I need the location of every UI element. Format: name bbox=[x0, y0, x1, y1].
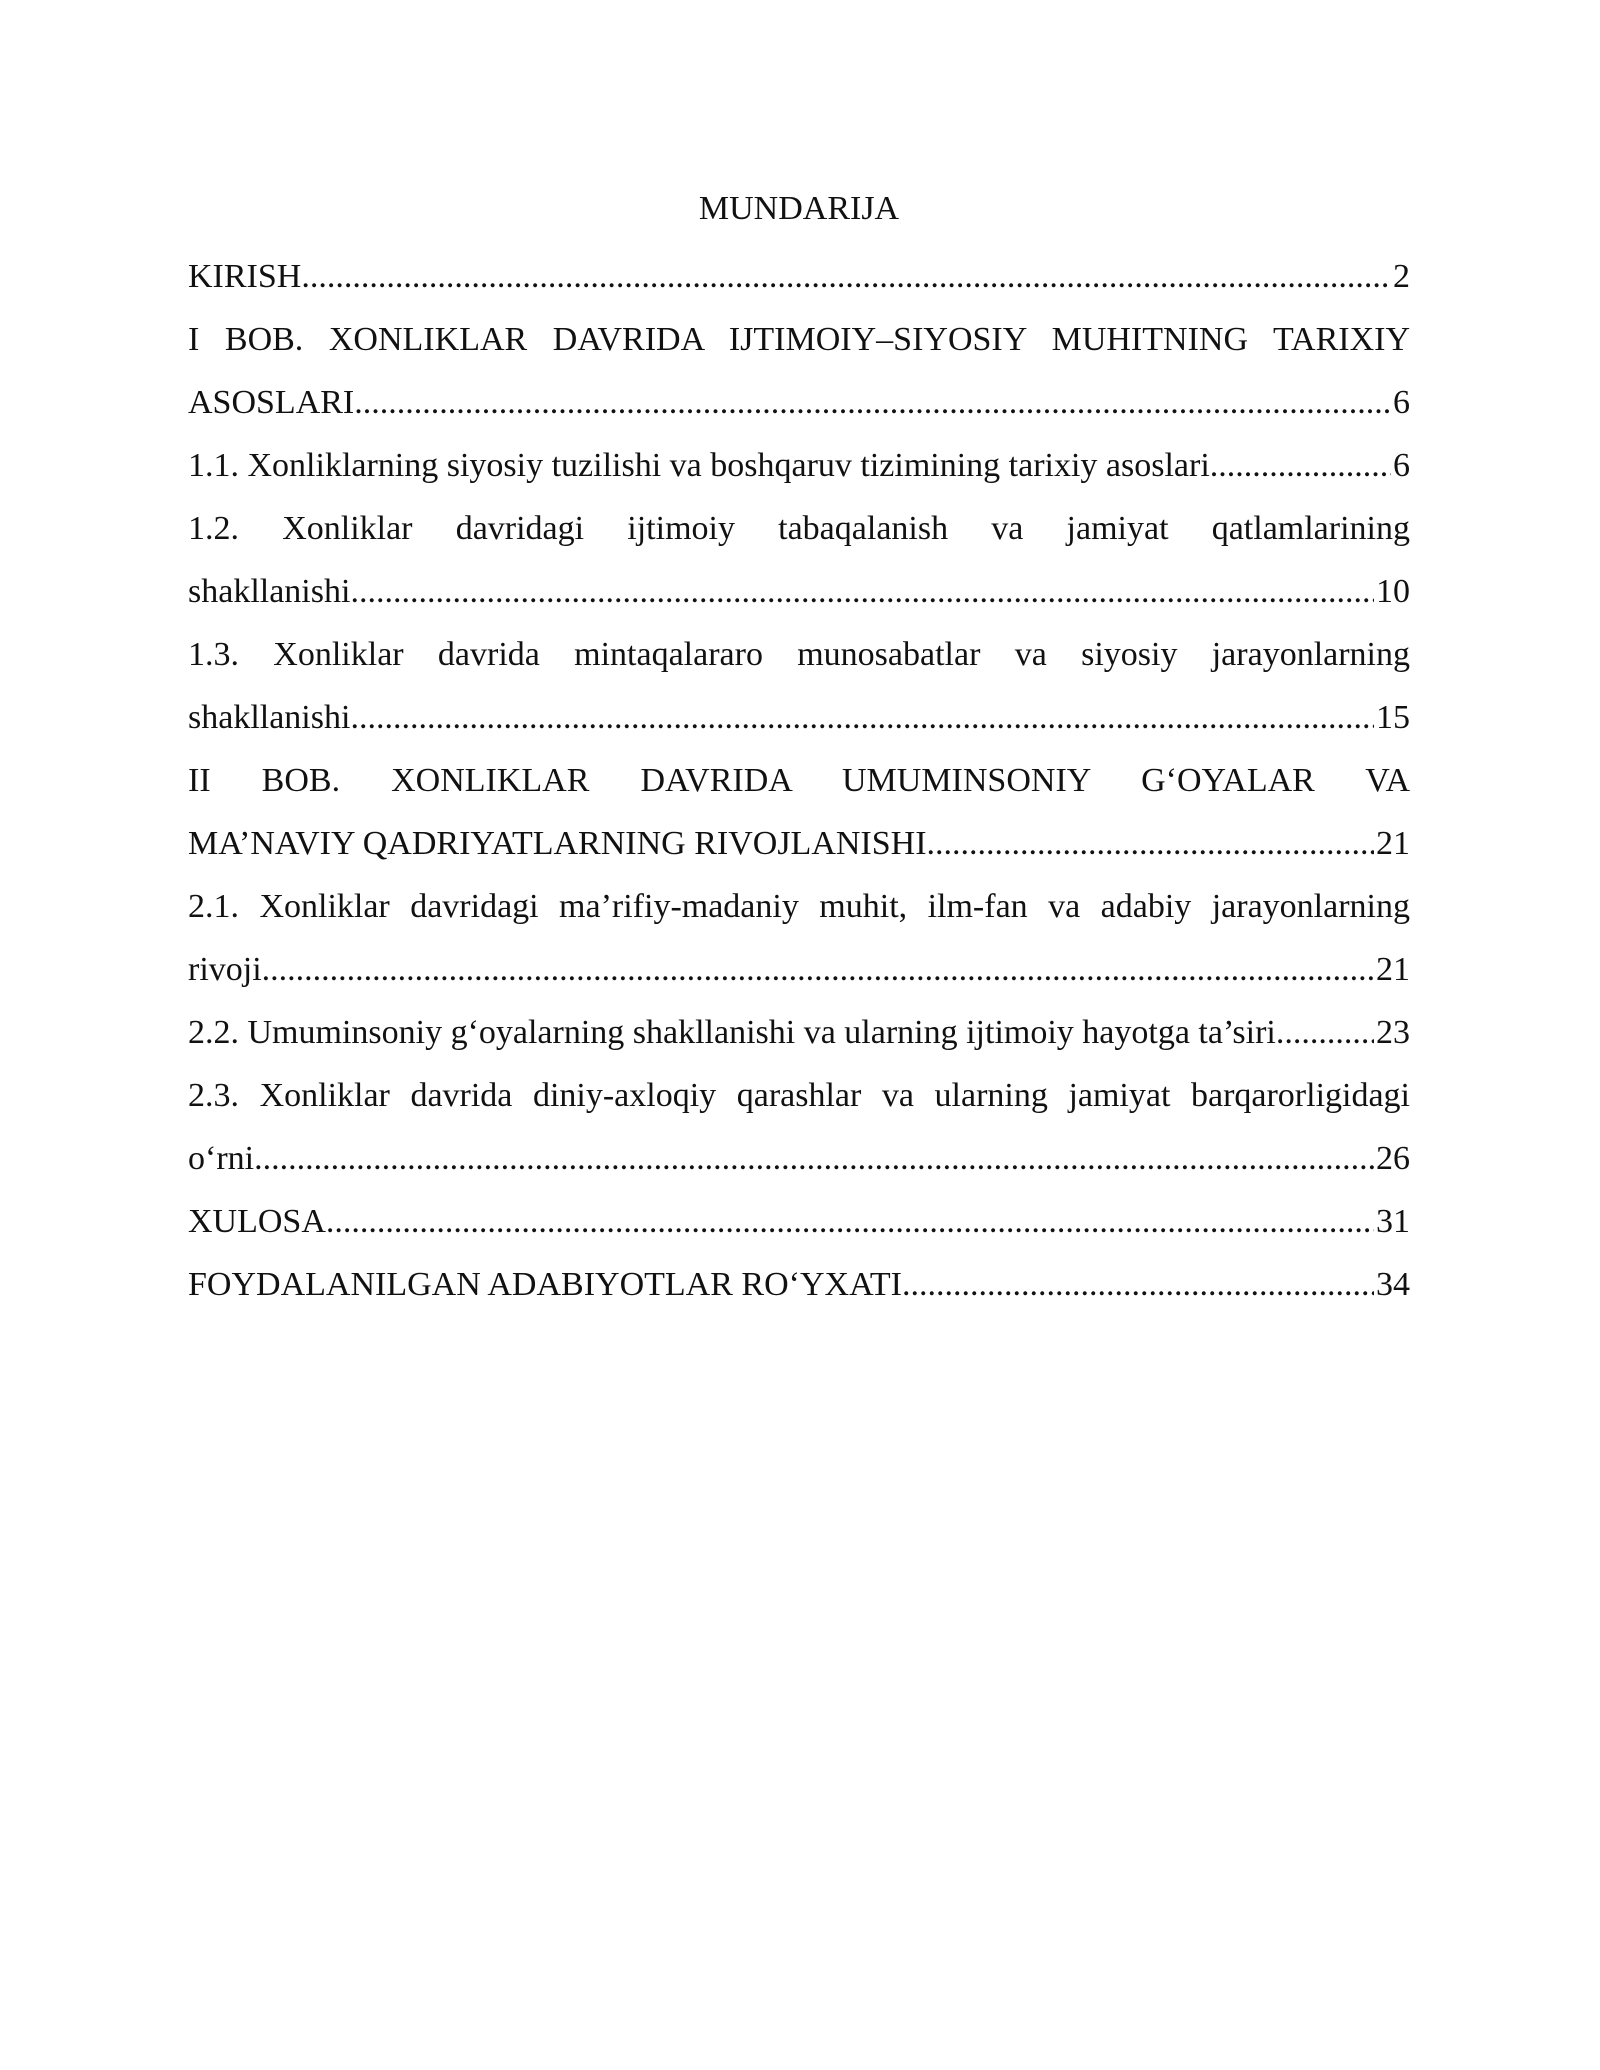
toc-entry-line: 2.3. Xonliklar davrida diniy-axloqiy qarashlar va ularning jamiyat barqarorligidagi bbox=[188, 1077, 1410, 1114]
toc-page-number: 15 bbox=[1376, 699, 1410, 736]
toc-entry-text: KIRISH bbox=[188, 258, 302, 295]
toc-entry-text: rivoji bbox=[188, 951, 262, 988]
toc-page-number: 21 bbox=[1376, 825, 1410, 862]
toc-entry-text: XULOSA bbox=[188, 1203, 326, 1240]
toc-entry-line: 1.3. Xonliklar davrida mintaqalararo munosabatlar va siyosiy jarayonlarning bbox=[188, 636, 1410, 673]
toc-entry[interactable] bbox=[188, 1001, 1410, 1064]
toc-page-number: 34 bbox=[1376, 1266, 1410, 1303]
toc-entry-last-line bbox=[188, 560, 1410, 623]
toc-entry-last-line bbox=[188, 371, 1410, 434]
toc-page-number: 23 bbox=[1376, 1014, 1410, 1051]
toc-entry-last-line bbox=[188, 245, 1410, 308]
toc-entry[interactable] bbox=[188, 1253, 1410, 1316]
dot-leader bbox=[254, 1127, 1374, 1190]
toc-entry-last-line bbox=[188, 434, 1410, 497]
toc-page-number: 31 bbox=[1376, 1203, 1410, 1240]
dot-leader bbox=[350, 560, 1374, 623]
dot-leader bbox=[1210, 434, 1391, 497]
toc-entry-text: 2.2. Umuminsoniy g‘oyalarning shakllanishi va ularning ijtimoiy hayotga ta’siri. bbox=[188, 1014, 1285, 1051]
toc-entry-last-line bbox=[188, 1001, 1410, 1064]
toc-entry[interactable] bbox=[188, 1064, 1410, 1190]
toc-entry-text: MA’NAVIY QADRIYATLARNING RIVOJLANISHI bbox=[188, 825, 927, 862]
toc-title: MUNDARIJA bbox=[698, 190, 900, 227]
toc-entries bbox=[188, 245, 1410, 1316]
toc-entry-text: shakllanishi bbox=[188, 573, 351, 610]
toc-page-number: 10 bbox=[1376, 573, 1410, 610]
toc-entry-line: II BOB. XONLIKLAR DAVRIDA UMUMINSONIY G‘OYALAR VA bbox=[188, 762, 1410, 799]
toc-entry[interactable] bbox=[188, 308, 1410, 434]
toc-entry-line: 2.1. Xonliklar davridagi ma’rifiy-madaniy muhit, ilm-fan va adabiy jarayonlarning bbox=[188, 888, 1410, 925]
dot-leader bbox=[301, 245, 1391, 308]
toc-entry[interactable] bbox=[188, 623, 1410, 749]
dot-leader bbox=[927, 812, 1374, 875]
toc-page-number: 6 bbox=[1393, 447, 1410, 484]
dot-leader bbox=[350, 686, 1374, 749]
dot-leader bbox=[326, 1190, 1374, 1253]
toc-entry-text: shakllanishi bbox=[188, 699, 351, 736]
toc-entry-last-line bbox=[188, 812, 1410, 875]
toc-entry-last-line bbox=[188, 938, 1410, 1001]
toc-page-number: 2 bbox=[1393, 258, 1410, 295]
toc-page-number: 26 bbox=[1376, 1140, 1410, 1177]
toc-entry[interactable] bbox=[188, 875, 1410, 1001]
toc-entry[interactable] bbox=[188, 497, 1410, 623]
toc-entry[interactable] bbox=[188, 1190, 1410, 1253]
dot-leader bbox=[354, 371, 1391, 434]
toc-entry-last-line bbox=[188, 1253, 1410, 1316]
toc-entry-text: ASOSLARI bbox=[188, 384, 355, 421]
toc-entry[interactable] bbox=[188, 749, 1410, 875]
table-of-contents bbox=[188, 183, 1410, 1316]
toc-entry-last-line bbox=[188, 1127, 1410, 1190]
toc-entry[interactable] bbox=[188, 245, 1410, 308]
dot-leader bbox=[262, 938, 1374, 1001]
toc-entry-text: FOYDALANILGAN ADABIYOTLAR RO‘YXATI bbox=[188, 1266, 902, 1303]
toc-entry-line: I BOB. XONLIKLAR DAVRIDA IJTIMOIY–SIYOSIY MUHITNING TARIXIY bbox=[188, 321, 1410, 358]
dot-leader bbox=[1284, 1001, 1374, 1064]
toc-page-number: 21 bbox=[1376, 951, 1410, 988]
toc-entry-line: 1.2. Xonliklar davridagi ijtimoiy tabaqalanish va jamiyat qatlamlarining bbox=[188, 510, 1410, 547]
toc-entry-last-line bbox=[188, 686, 1410, 749]
dot-leader bbox=[902, 1253, 1374, 1316]
toc-entry[interactable] bbox=[188, 434, 1410, 497]
toc-entry-last-line bbox=[188, 1190, 1410, 1253]
toc-entry-text: o‘rni bbox=[188, 1140, 255, 1177]
toc-page-number: 6 bbox=[1393, 384, 1410, 421]
toc-entry-text: 1.1. Xonliklarning siyosiy tuzilishi va boshqaruv tizimining tarixiy asoslari bbox=[188, 447, 1210, 484]
